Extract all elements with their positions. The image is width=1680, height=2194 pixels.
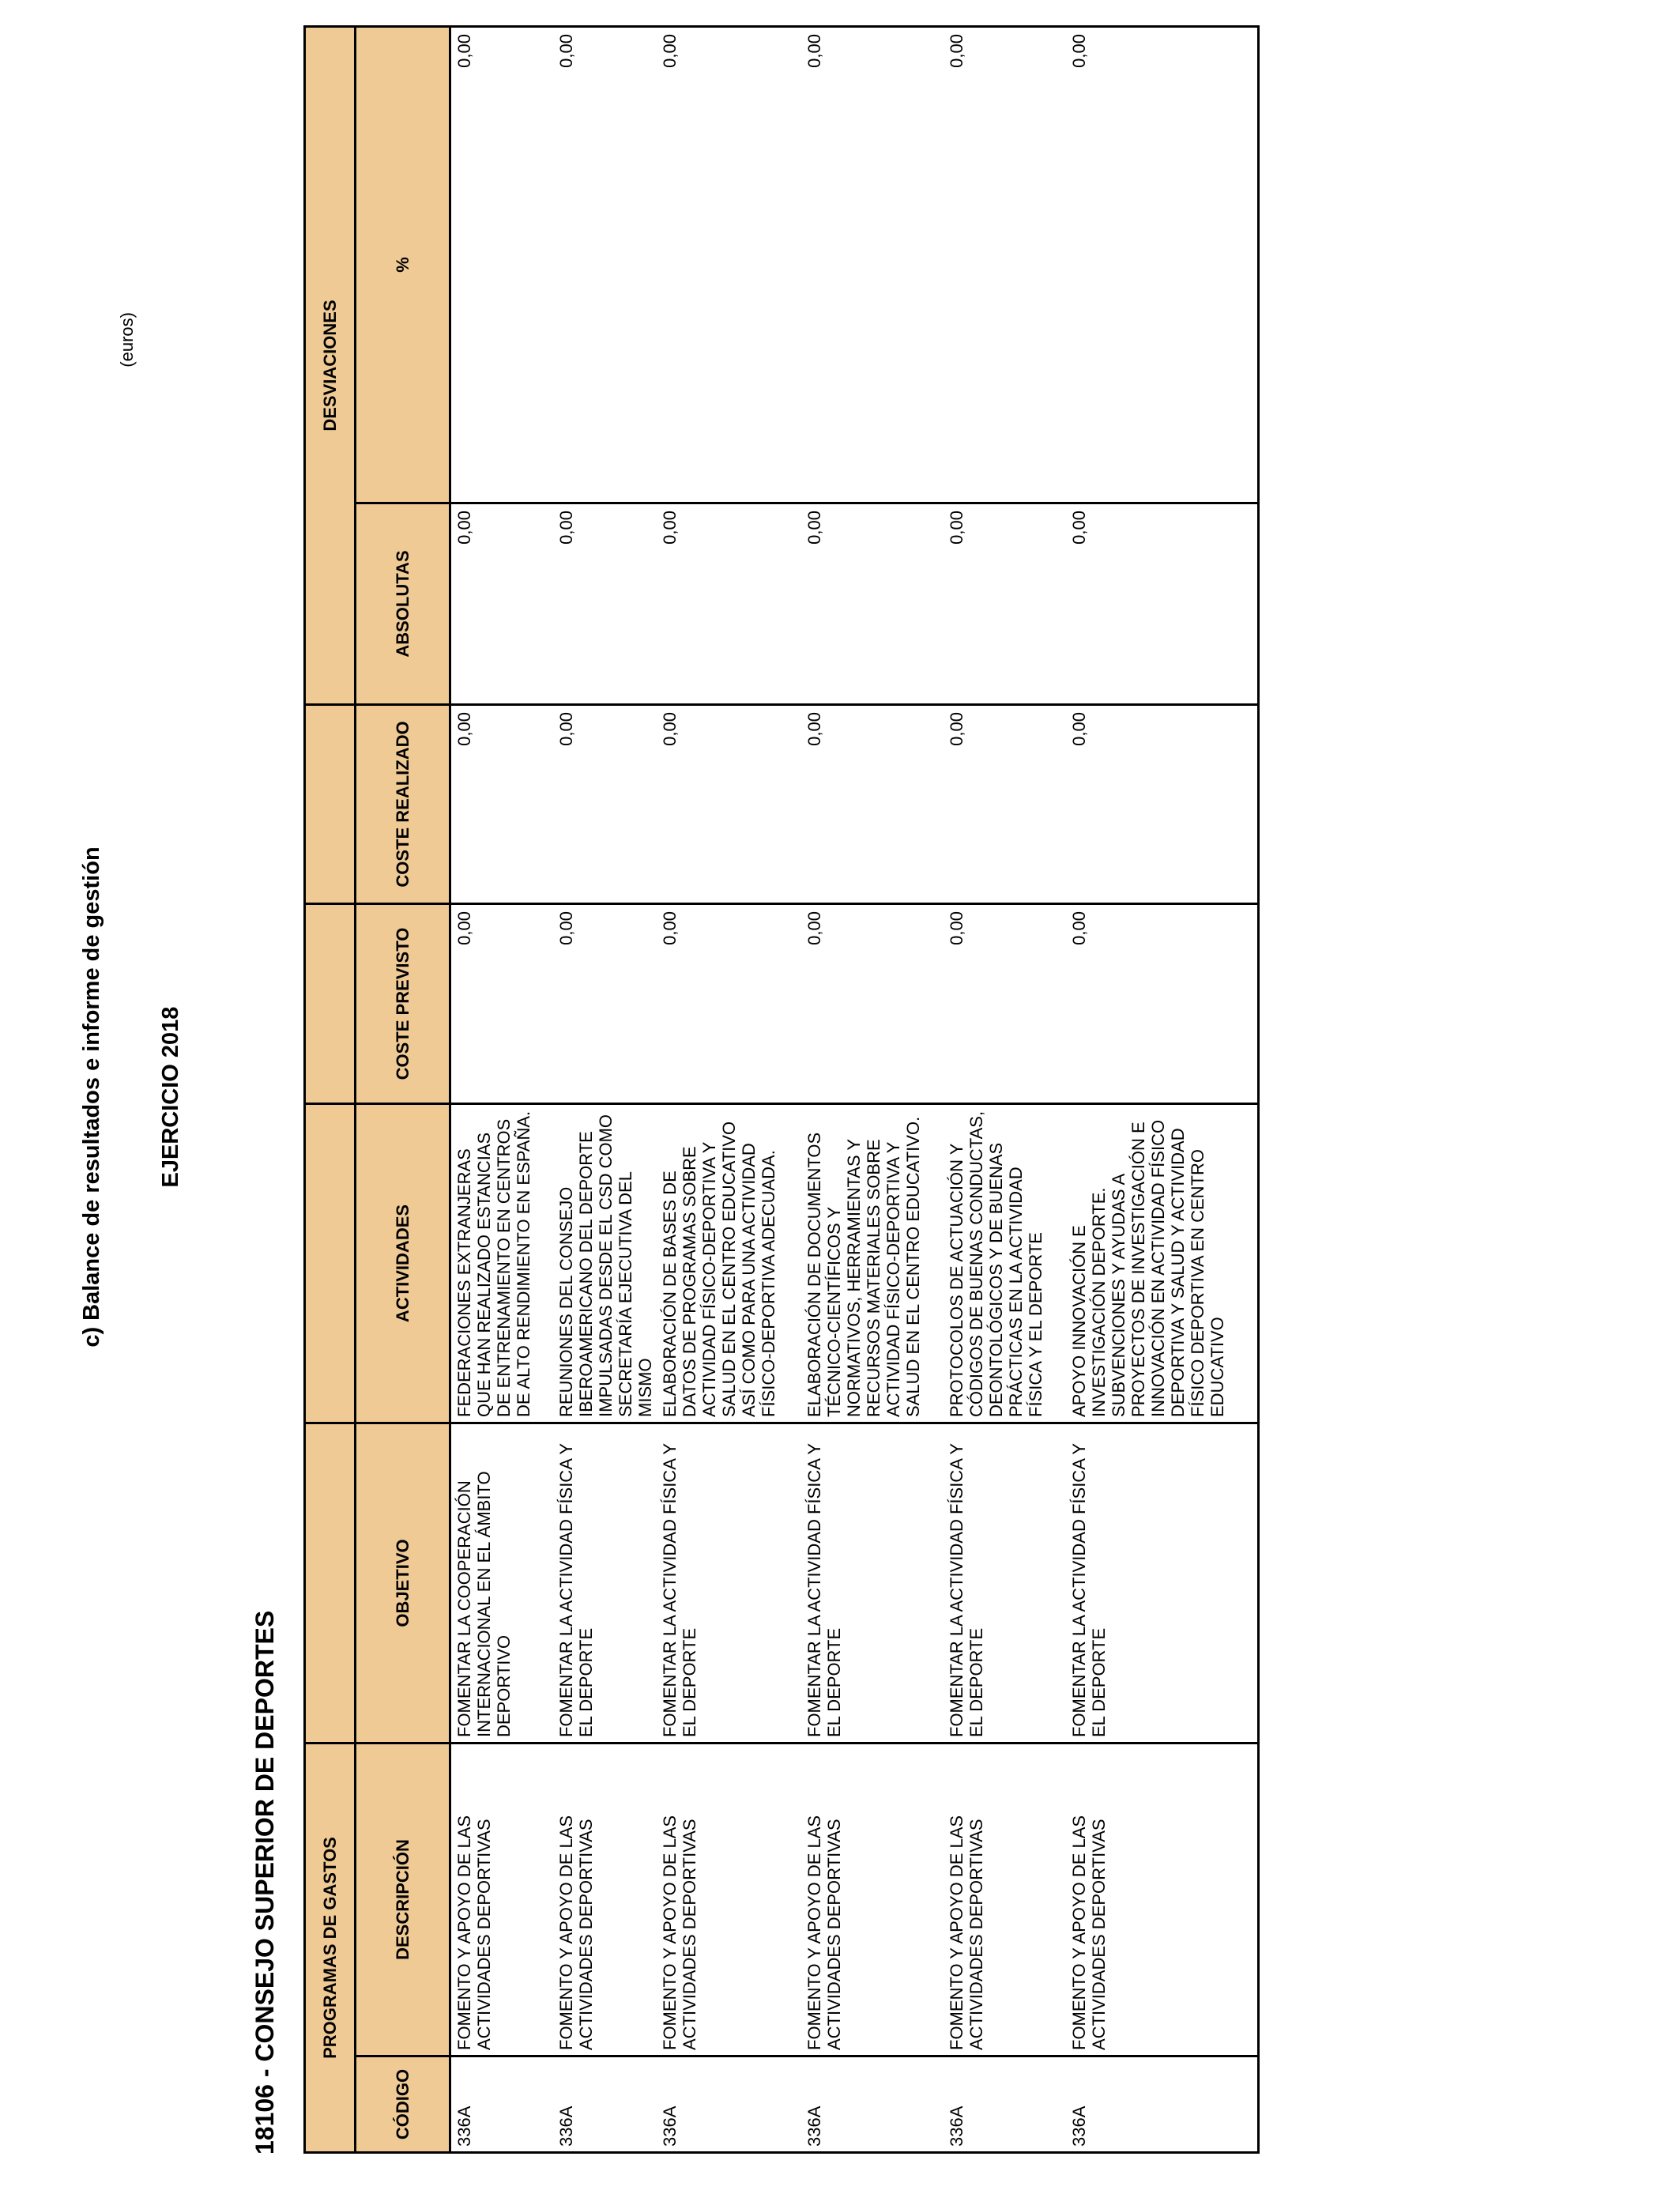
cell-actual-cost: 0,00 <box>450 705 553 904</box>
cell-actual-cost: 0,00 <box>801 705 944 904</box>
cell-absolute: 0,00 <box>944 503 1066 705</box>
col-header-actual-cost: COSTE REALIZADO <box>356 705 450 904</box>
blank-header-planned <box>305 904 356 1104</box>
cell-description: FOMENTO Y APOYO DE LAS ACTIVIDADES DEPORTIVAS <box>450 1744 553 2056</box>
cell-code: 336A <box>944 2056 1066 2153</box>
cell-actual-cost: 0,00 <box>553 705 657 904</box>
cell-absolute: 0,00 <box>1066 503 1259 705</box>
column-header-row <box>356 26 450 2152</box>
cell-activities: ELABORACIÓN DE BASES DE DATOS DE PROGRAMAS SOBRE ACTIVIDAD FÍSICO-DEPORTIVA Y SALUD EN EL CENTRO EDUCATIVO ASÍ COMO PARA UNA ACTIVIDAD FÍSICO-DEPORTIVA ADECUADA. <box>657 1104 801 1423</box>
blank-header-objective <box>305 1423 356 1744</box>
cell-planned-cost: 0,00 <box>944 904 1066 1104</box>
col-header-percent: % <box>356 26 450 503</box>
cell-code: 336A <box>801 2056 944 2153</box>
cell-code: 336A <box>553 2056 657 2153</box>
cell-objective: FOMENTAR LA ACTIVIDAD FÍSICA Y EL DEPORTE <box>801 1423 944 1744</box>
cell-percent: 0,00 <box>1066 26 1259 503</box>
col-header-activities: ACTIVIDADES <box>356 1104 450 1423</box>
col-header-planned-cost: COSTE PREVISTO <box>356 904 450 1104</box>
cell-objective: FOMENTAR LA COOPERACIÓN INTERNACIONAL EN EL ÁMBITO DEPORTIVO <box>450 1423 553 1744</box>
cell-percent: 0,00 <box>801 26 944 503</box>
exercise-title: EJERCICIO 2018 <box>158 1006 183 1188</box>
blank-header-activities <box>305 1104 356 1423</box>
cell-actual-cost: 0,00 <box>1066 705 1259 904</box>
cell-objective: FOMENTAR LA ACTIVIDAD FÍSICA Y EL DEPORTE <box>1066 1423 1259 1744</box>
col-header-description: DESCRIPCIÓN <box>356 1744 450 2056</box>
cell-absolute: 0,00 <box>657 503 801 705</box>
units-note: (euros) <box>117 312 137 368</box>
cell-activities: APOYO INNOVACIÓN E INVESTIGACIÓN DEPORTE. SUBVENCIONES Y AYUDAS A PROYECTOS DE INVESTIGACIÓN E INNOVACIÓN EN ACTIVIDAD FÍSICO DEPORTIVA Y SALUD Y ACTIVIDAD FÍSICO DEPORTIVA EN CENTRO EDUCATIVO <box>1066 1104 1259 1423</box>
table-row <box>1066 26 1259 2152</box>
cell-absolute: 0,00 <box>553 503 657 705</box>
cell-planned-cost: 0,00 <box>801 904 944 1104</box>
deviations-group-header: DESVIACIONES <box>305 26 356 704</box>
blank-header-actual <box>305 705 356 904</box>
cell-description: FOMENTO Y APOYO DE LAS ACTIVIDADES DEPORTIVAS <box>944 1744 1066 2056</box>
cell-description: FOMENTO Y APOYO DE LAS ACTIVIDADES DEPORTIVAS <box>553 1744 657 2056</box>
cell-objective: FOMENTAR LA ACTIVIDAD FÍSICA Y EL DEPORTE <box>553 1423 657 1744</box>
cell-objective: FOMENTAR LA ACTIVIDAD FÍSICA Y EL DEPORTE <box>657 1423 801 1744</box>
cell-activities: REUNIONES DEL CONSEJO IBEROAMERICANO DEL DEPORTE IMPULSADAS DESDE EL CSD COMO SECRETARÍA EJECUTIVA DEL MISMO <box>553 1104 657 1423</box>
cell-description: FOMENTO Y APOYO DE LAS ACTIVIDADES DEPORTIVAS <box>801 1744 944 2056</box>
cell-planned-cost: 0,00 <box>657 904 801 1104</box>
cell-actual-cost: 0,00 <box>944 705 1066 904</box>
col-header-objective: OBJETIVO <box>356 1423 450 1744</box>
cell-objective: FOMENTAR LA ACTIVIDAD FÍSICA Y EL DEPORTE <box>944 1423 1066 1744</box>
cell-activities: FEDERACIONES EXTRANJERAS QUE HAN REALIZADO ESTANCIAS DE ENTRENAMIENTO EN CENTROS DE ALTO RENDIMIENTO EN ESPAÑA. <box>450 1104 553 1423</box>
cell-code: 336A <box>1066 2056 1259 2153</box>
cell-percent: 0,00 <box>450 26 553 503</box>
group-header-row <box>305 26 356 2152</box>
programs-group-header: PROGRAMAS DE GASTOS <box>305 1744 356 2153</box>
cell-planned-cost: 0,00 <box>553 904 657 1104</box>
table-row <box>450 26 553 2152</box>
table-row <box>553 26 657 2152</box>
cell-absolute: 0,00 <box>801 503 944 705</box>
balance-table <box>303 25 1260 2154</box>
cell-percent: 0,00 <box>657 26 801 503</box>
col-header-absolute: ABSOLUTAS <box>356 503 450 705</box>
cell-planned-cost: 0,00 <box>1066 904 1259 1104</box>
cell-planned-cost: 0,00 <box>450 904 553 1104</box>
cell-code: 336A <box>450 2056 553 2153</box>
cell-activities: PROTOCOLOS DE ACTUACIÓN Y CÓDIGOS DE BUENAS CONDUCTAS, DEONTOLÓGICOS Y DE BUENAS PRÁCTICAS EN LA ACTIVIDAD FÍSICA Y EL DEPORTE <box>944 1104 1066 1423</box>
table-row <box>657 26 801 2152</box>
cell-percent: 0,00 <box>553 26 657 503</box>
col-header-code: CÓDIGO <box>356 2056 450 2153</box>
cell-description: FOMENTO Y APOYO DE LAS ACTIVIDADES DEPORTIVAS <box>1066 1744 1259 2056</box>
cell-code: 336A <box>657 2056 801 2153</box>
cell-description: FOMENTO Y APOYO DE LAS ACTIVIDADES DEPORTIVAS <box>657 1744 801 2056</box>
cell-actual-cost: 0,00 <box>657 705 801 904</box>
report-title: c) Balance de resultados e informe de gestión <box>79 846 104 1348</box>
cell-absolute: 0,00 <box>450 503 553 705</box>
cell-percent: 0,00 <box>944 26 1066 503</box>
cell-activities: ELABORACIÓN DE DOCUMENTOS TÉCNICO-CIENTÍFICOS Y NORMATIVOS, HERRAMIENTAS Y RECURSOS MATERIALES SOBRE ACTIVIDAD FÍSICO-DEPORTIVA Y SALUD EN EL CENTRO EDUCATIVO. <box>801 1104 944 1423</box>
entity-title: 18106 - CONSEJO SUPERIOR DE DEPORTES <box>250 1610 279 2154</box>
table-row <box>944 26 1066 2152</box>
table-row <box>801 26 944 2152</box>
